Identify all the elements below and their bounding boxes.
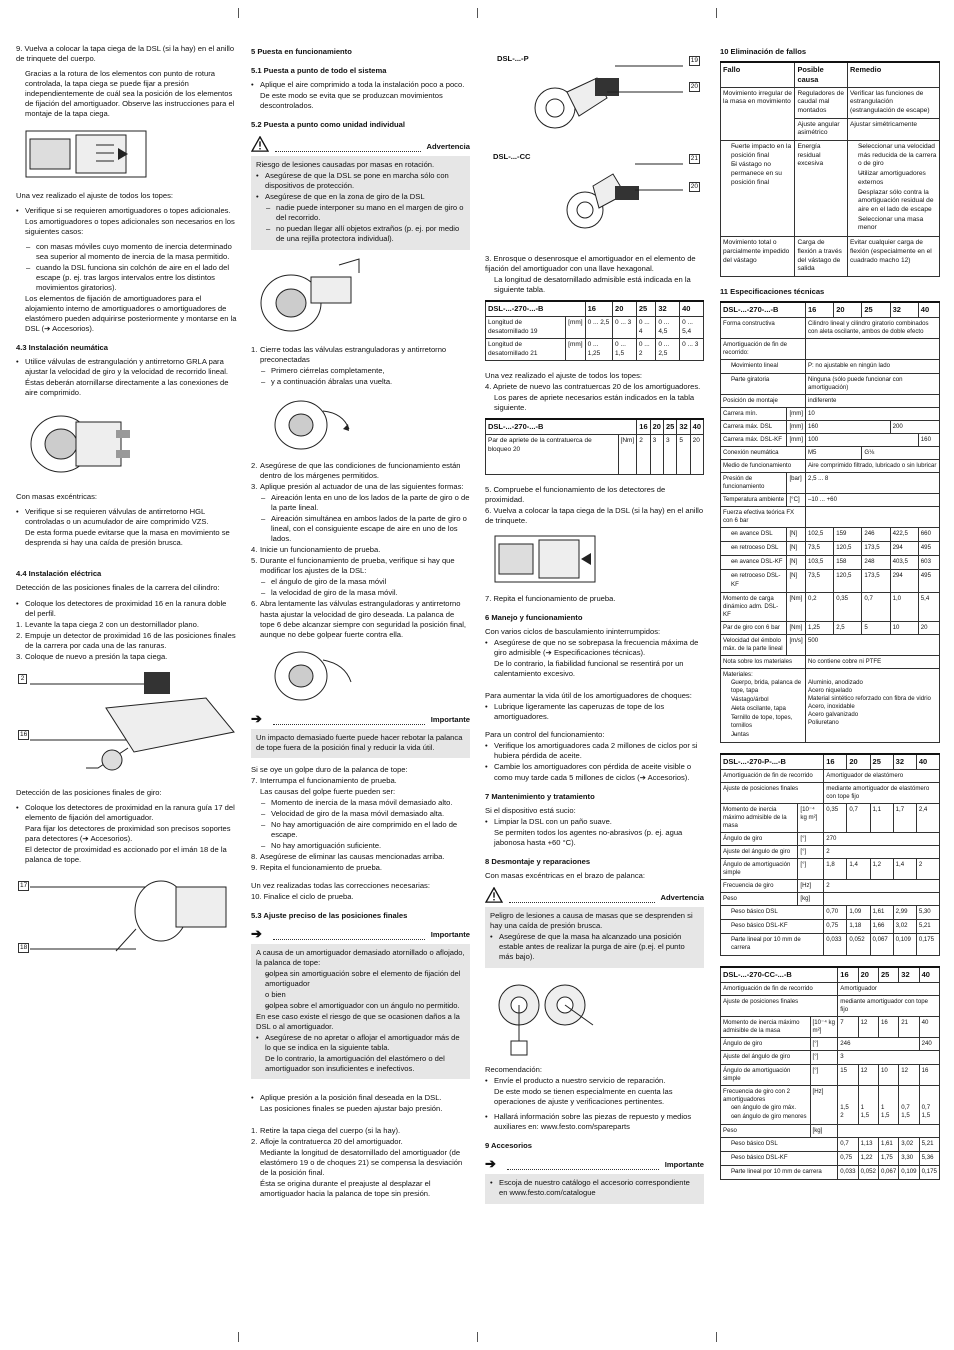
valve-drawing (251, 257, 371, 337)
pneumatic-drawing (16, 404, 136, 484)
column-3: DSL-...-P 19 20 DSL-...-CC 21 20 3. Enrosque o desenrosque el amortiguador en el elemento de fijación del amortiguador con una llave hexagonal. La longitud de desatornillado admisible está indicada en la siguiente tabla. DSL-...-270-...-B 16 20 25 32 40 Longitud de desatornillado 19 [mm] 0 ... 2,5 0 ... 3 0 ... 4 0 ... 4,5 0 ... 5,4 Longitud de desatornillado 21 [mm] 0 ... 1,25 0 ... 1,5 0 ... 2 0 ... 2,5 0 ... 3 Una vez realizado el ajuste de todos los topes: 4. Apriete de nuevo las contratuercas 20 de los amortiguadores. Los pares de apriete necesarios están indicados en la tabla siguiente. DSL-...-270-...-B 16 20 25 32 40 Par de apriete de la contratuerca de bloqueo 20 [Nm] 2 3 3 5 20 5. Compruebe el funcionamiento de los detectores de proximidad. 6. Vuelva a colocar la tapa ciega de la DSL (si la hay) en el anillo de trinquete. 7. Repita el funcionamiento de prueba. 6 Manejo y funcionamiento Con varios ciclos de basculamiento ininterrumpidos: • Asegúrese de que no se sobrepasa la frecuencia máxima de giro admisible (➔ Especificaciones técnicas). De lo contrario, la fiabilidad funcional se resentirá por un calentamiento excesivo. Para aumentar la vida útil de los amortiguadores de choques: • Lubrique ligeramente las caperuzas de tope de los amortiguadores. Para un control del funcionamiento: • Verifique los amortiguadores cada 2 millones de ciclos por si hubiera pérdida de aceite. • Cambie los amortiguadores con pérdida de aceite visible o como muy tarde cada 5 millones de ciclos (➔ Accesorios). 7 Mantenimiento y tratamiento Si el dispositivo está sucio: • Limpiar la DSL con un paño suave. Se permiten todos los agentes no-abrasivos (p. ej. agua jabonosa hasta +60 °C). 8 Desmontaje y reparaciones Con masas excéntricas en el brazo de palanca: Advertencia Peligro de lesiones a causa de masas que se desprenden si hay una caída de presión brusca. • Asegúrese de que la masa ha alcanzado una posición estable antes de realizar la purga de aire (p.ej. el punto más bajo). Recomendación: • Envíe el producto a nuestro servicio de reparación. De este modo se tienen especialmente en cuenta las operaciones de ajuste y verificaciones pertinentes. • Hallará información sobre las piezas de repuesto y medios auxiliares en: www.festo.com/spareparts 9 Accesorios ➔ Importante • Escoja de nuestro catálogo el accesorio correspondiente en www.festo.com/catalogue (485, 44, 704, 1211)
arrow-icon: ➔ (251, 710, 262, 726)
throttle-drawing (251, 646, 371, 704)
torque-table: DSL-...-270-...-B 16 20 25 32 40 Par de apriete de la contratuerca de bloqueo 20 [Nm] 2 3 3 5 20 (485, 418, 704, 475)
warning-header-2: Advertencia (485, 887, 704, 903)
important-header: ➔ Importante (251, 710, 470, 726)
section-4-4: 4.4 Instalación eléctrica (16, 569, 102, 579)
arrow-icon: ➔ (485, 1155, 496, 1171)
damper-cc-figure: DSL-...-CC 21 20 (485, 146, 704, 246)
important-box-2: A causa de un amortiguador demasiado atornillado o aflojado, la palanca de tope: – golpea sin amortiguación sobre el elemento de fijación del amortiguador o bien – golpea sobre el amortiguador con un ángulo no permitido. En ese caso existe el riesgo de que se ocasionen daños a la DSL o al amortiguador. • Asegúrese de no apretar o aflojar el amortiguador más de lo que se indica en la siguiente tabla. De lo contrario, la amortiguación del elastómero o del amortiguador son insuficientes e inefectivos. (251, 944, 470, 1079)
spec-table-cc: DSL-...-270-CC-...-B 16 20 25 32 40 Amortiguación de fin de recorrido Amortiguador Ajuste de posiciones finales mediante amortiguador con tope fijo Momento de inercia máximo admisible de la masa [10⁻⁴ kg m²] 7 12 16 21 40 Ángulo de giro [°] 246 240 Ajuste del ángulo de giro [°] 3 Ángulo de amortiguación simple [°] 15 12 10 12 16 Frecuencia de giro con 2 amortiguadores – con ángulo de giro máx. – con ángulo de giro menores [Hz] 1,5 2 1 1,5 1 1,5 0,7 1,5 0,7 1,5 Peso [kg] – Peso básico DSL 0,7 1,13 1,61 3,02 5,21 – Peso básico DSL-KF 0,75 1,22 1,75 3,30 5,36 – Parte lineal por 10 mm de carrera 0,033 0,052 0,067 0,109 0,175 (720, 966, 940, 1179)
warning-header: Advertencia (251, 136, 470, 152)
valve-figure (251, 257, 470, 337)
fault-table: Fallo Posible causa Remedio Movimiento irregular de la masa en movimiento Reguladores de caudal mal montados Verificar las funciones de estrangulación (estrangulación de escape) Ajuste angular asimétrico Ajustar simétricamente – Fuerte impacto en la posición final – El vástago no permanece en su posición final Energía residual excesiva – Seleccionar una velocidad más reducida de la carrera o de giro – Utilizar amortiguadores externos – Desplazar sólo contra la amortiguación residual de aire en el lado de escape – Seleccionar una masa menor Movimiento total o parcialmente impedido del vástago Carga de flexión a través del vástago de salida Evitar cualquier carga de flexión (especialmente en el cuadrado macho 12) (720, 61, 940, 277)
warning-box-2: Peligro de lesiones a causa de masas que se desprenden si hay una caída de presión brusca. • Asegúrese de que la masa ha alcanzado una posición estable antes de realizar la purga de aire (p.ej. el punto más bajo). (485, 907, 704, 968)
section-5-1: 5.1 Puesta a punto de todo el sistema (251, 66, 387, 76)
column-2: 5 Puesta en funcionamiento 5.1 Puesta a punto de todo el sistema • Aplique el aire comprimido a toda la instalación poco a poco. De este modo se evita que se produzcan movimientos descontrolados. 5.2 Puesta a punto como unidad individual Advertencia Riesgo de lesiones causadas por masas en rotación. • Asegúrese de que la DSL se pone en marcha sólo con dispositivos de protección. • Asegúrese de que en la zona de giro de la DSL – nadie puede interponer su mano en el margen de giro o del recorrido. – no puedan llegar allí objetos extraños (p. ej. por medio de una rejilla protectora individual). 1. Cierre todas las válvulas estranguladoras y antirretorno preconectadas – Primero ciérrelas completamente, – y a continuación ábralas una vuelta. 2. Asegúrese de que las condiciones de funcionamiento están dentro de los márgenes permitidos. 3. Aplique presión al actuador de una de las siguientes formas: – Aireación lenta en uno de los lados de la parte de giro o de la parte lineal. – Aireación simultánea en ambos lados de la parte de giro o lineal, con el consiguiente escape de aire en uno de los lados. 4. Inicie un funcionamiento de prueba. 5. Durante el funcionamiento de prueba, verifique si hay que modificar los ajustes de la DSL: – el ángulo de giro de la masa móvil – la velocidad de giro de la masa móvil. 6. Abra lentamente las válvulas estranguladoras y antirretorno hasta ajustar la velocidad de giro deseada. La palanca de tope 6 debe alcanzar siempre con seguridad la posición final, aunque no debe golpear fuerte contra ella. ➔ Importante Un impacto demasiado fuerte puede hacer rebotar la palanca de tope fuera de la posición final y reducir la vida útil. Si se oye un golpe duro de la palanca de tope: 7. Interrumpa el funcionamiento de prueba. Las causas del golpe fuerte pueden ser: – Momento de inercia de la masa móvil demasiado alto. – Velocidad de giro de la masa móvil demasiado alta. – No hay amortiguación de aire comprimido en el lado de escape. – No hay amortiguación suficiente. 8. Asegúrese de eliminar las causas mencionadas arriba. 9. Repita el funcionamiento de prueba. Un vez realizadas todas las correcciones necesarias: 10. Finalice el ciclo de prueba. 5.3 Ajuste preciso de las posiciones finales ➔ Importante A causa de un amortiguador demasiado atornillado o aflojado, la palanca de tope: – golpea sin amortiguación sobre el elemento de fijación del amortiguador o bien – golpea sobre el amortiguador con un ángulo no permitido. En ese caso existe el riesgo de que se ocasionen daños a la DSL o al amortiguador. • Asegúrese de no apretar o aflojar el amortiguador más de lo que se indica en la siguiente tabla. De lo contrario, la amortiguación del elastómero o del amortiguador son insuficientes e inefectivos. • Aplique presión a la posición final deseada en la DSL. Las posiciones finales se pueden ajustar bajo presión. 1. Retire la tapa ciega del cuerpo (si la hay). 2. Afloje la contratuerca 20 del amortiguador. Mediante la longitud de desatornillado del amortiguador (de elastómero 19 o de choques 21) se compensa la desviación de la posición final. Ésta se origina durante el preajuste al desplazar el amortiguador hacia la palanca de tope sin presión. (251, 44, 470, 1204)
spec-table-b: DSL-...-270-...-B 16 20 25 32 40 Forma constructiva Cilindro lineal y cilindro giratorio combinados con aleta oscilante, ambos de doble efecto Amortiguación de fin de recorrido: – Movimiento lineal P: no ajustable en ningún lado – Parte giratoria Ninguna (sólo puede funcionar con amortiguación) Posición de montaje indiferente Carrera mín. [mm] 10 Carrera máx. DSL [mm] 160 200 Carrera máx. DSL-KF [mm] 100 160 Conexión neumática M5 G⅛ Medio de funcionamiento Aire comprimido filtrado, lubricado o sin lubricar Presión de funcionamiento [bar] 2,5 ... 8 Temperatura ambiente [°C] –10 ... +60 Fuerza efectiva teórica FX con 6 bar – en avance DSL [N] 102,5 159 246 422,5 660 – en retroceso DSL [N] 73,5 120,5 173,5 294 495 – en avance DSL-KF [N] 103,5 158 248 403,5 603 – en retroceso DSL-KF [N] 73,5 120,5 173,5 294 495 Momento de carga dinámico adm. DSL-KF [Nm] 0,2 0,35 0,7 1,0 5,4 Par de giro con 6 bar [Nm] 1,25 2,5 5 10 20 Velocidad del émbolo máx. de la parte lineal [m/s] 500 Nota sobre los materiales No contiene cobre ni PTFE Materiales: – Cuerpo, brida, palanca de tope, tapa – Vástago/árbol – Aleta oscilante, tapa – Tornillo de tope, topes, tornillos – Juntas Aluminio, anodizado Acero niquelado Material sintético reforzado con fibra de vidrio Acero, inoxidable Acero galvanizado Poliuretano (720, 301, 940, 743)
warning-box: Riesgo de lesiones causadas por masas en rotación. • Asegúrese de que la DSL se pone en marcha sólo con dispositivos de protección. • Asegúrese de que en la zona de giro de la DSL – nadie puede interponer su mano en el margen de giro o del recorrido. – no puedan llegar allí objetos extraños (p. ej. por medio de una rejilla protectora individual). (251, 156, 470, 250)
step-9: 9. Vuelva a colocar la tapa ciega de la DSL (si la hay) en el anillo de trinquete del cuerpo. (16, 44, 235, 64)
warning-icon (485, 887, 503, 903)
cap-figure (485, 532, 704, 586)
column-4 (720, 44, 940, 1180)
damper-p-figure: DSL-...-P 19 20 (485, 48, 704, 138)
column-1: 9. Vuelva a colocar la tapa ciega de la DSL (si la hay) en el anillo de trinquete del cuerpo. Gracias a la rotura de los elementos con punto de rotura controlada, la tapa ciega se puede fijar a presión independientemente de cuál sea la posición de los elementos de fijación del amortiguador. Observe las instrucciones para el montaje de la tapa ciega. Una vez realizado el ajuste de todos los topes: • Verifique si se requieren amortiguadores o topes adicionales. Los amortiguadores o topes adicionales son necesarios en los siguientes casos: – con masas móviles cuyo momento de inercia determinado sea superior al momento de inercia de la masa permitido. – cuando la DSL funciona sin colchón de aire en el lado del escape (p. ej. tras largos intervalos entre los distintos movimientos giratorios). Los elementos de fijación de amortiguadores para el alojamiento interno de amortiguadores o amortiguadores de elastómero pueden adquirirse posteriormente y montarse en la DSL (➔ Accesorios). 4.3 Instalación neumática • Utilice válvulas de estrangulación y antirretorno GRLA para ajustar la velocidad de giro y la velocidad de recorrido lineal. Éstas deberán atornillarse directamente a las conexiones de aire comprimido. Con masas excéntricas: • Verifique si se requieren válvulas de antirretorno HGL controladas o un acumulador de aire comprimido VZS. De esta forma puede evitarse que la masa en movimiento se desprenda si hay una caída de presión brusca. 4.4 Instalación eléctrica Detección de las posiciones finales de la carrera del cilindro: • Coloque los detectores de proximidad 16 en la ranura doble del perfil. 1. Levante la tapa ciega 2 con un destornillador plano. 2. Empuje un detector de proximidad 16 de las posiciones finales de la carrera por cada una de las ranuras. 3. Coloque de nuevo a presión la tapa ciega. 2 16 Detección de las posiciones finales de giro: • Coloque los detectores de proximidad en la ranura guía 17 del elemento de fijación del amortiguador. Para fijar los detectores de proximidad son precisos soportes para detectores (➔ Accesorios). El detector de proximidad es accionado por el imán 18 de la palanca de tope. 17 18 (16, 44, 237, 969)
section-8: 8 Desmontaje y reparaciones (485, 856, 591, 866)
section-6: 6 Manejo y funcionamiento (485, 613, 583, 623)
spec-table-p: DSL-...-270-P-...-B 16 20 25 32 40 Amortiguación de fin de recorrido Amortiguador de elastómero Ajuste de posiciones finales mediante amortiguador de elastómero con tope fijo Momento de inercia máximo admisible de la masa [10⁻⁴ kg m²] 0,35 0,7 1,1 1,7 2,4 Ángulo de giro [°] 270 Ajuste del ángulo de giro [°] 2 Ángulo de amortiguación simple [°] 1,8 1,4 1,2 1,4 2 Frecuencia de giro [Hz] 2 Peso [kg] – Peso básico DSL 0,70 1,09 1,61 2,99 5,30 – Peso básico DSL-KF 0,75 1,18 1,66 3,02 5,21 – Parte lineal por 10 mm de carrera 0,033 0,052 0,067 0,109 0,175 (720, 753, 940, 956)
section-7: 7 Mantenimiento y tratamiento (485, 791, 595, 801)
mass-drawing (485, 975, 605, 1057)
throttle-figure (251, 646, 470, 704)
sensor-cylinder-drawing (16, 668, 237, 780)
important-box: Un impacto demasiado fuerte puede hacer rebotar la palanca de tope fuera de la posición final y reducir la vida útil. (251, 729, 470, 758)
arrow-icon: ➔ (251, 925, 262, 941)
important-header-3: ➔ Importante (485, 1155, 704, 1171)
swivel-sensor-figure: 17 18 (16, 871, 237, 961)
section-4-3: 4.3 Instalación neumática (16, 343, 109, 353)
section-5: 5 Puesta en funcionamiento (251, 47, 352, 56)
cap-drawing (485, 532, 605, 586)
important-box-3: • Escoja de nuestro catálogo el accesorio correspondiente en www.festo.com/catalogue (485, 1174, 704, 1204)
pneumatic-figure (16, 404, 237, 484)
sensor-cylinder-figure: 2 16 (16, 668, 237, 780)
blind-cap-drawing (16, 125, 156, 183)
mass-figure (485, 975, 704, 1057)
section-5-3: 5.3 Ajuste preciso de las posiciones finales (251, 910, 408, 920)
warning-icon (251, 136, 269, 152)
section-11: 11 Especificaciones técnicas (720, 286, 825, 296)
section-10: 10 Eliminación de fallos (720, 47, 807, 56)
valve-turn-drawing (251, 393, 371, 453)
section-5-2: 5.2 Puesta a punto como unidad individual (251, 120, 406, 130)
unscrew-length-table: DSL-...-270-...-B 16 20 25 32 40 Longitud de desatornillado 19 [mm] 0 ... 2,5 0 ... 3 0 ... 4 0 ... 4,5 0 ... 5,4 Longitud de desatornillado 21 [mm] 0 ... 1,25 0 ... 1,5 0 ... 2 0 ... 2,5 0 ... 3 (485, 300, 704, 361)
valve-turn-figure (251, 393, 470, 453)
blind-cap-figure (16, 125, 237, 183)
section-9: 9 Accesorios (485, 1140, 532, 1150)
important-header-2: ➔ Importante (251, 925, 470, 941)
swivel-sensor-drawing (16, 871, 237, 961)
